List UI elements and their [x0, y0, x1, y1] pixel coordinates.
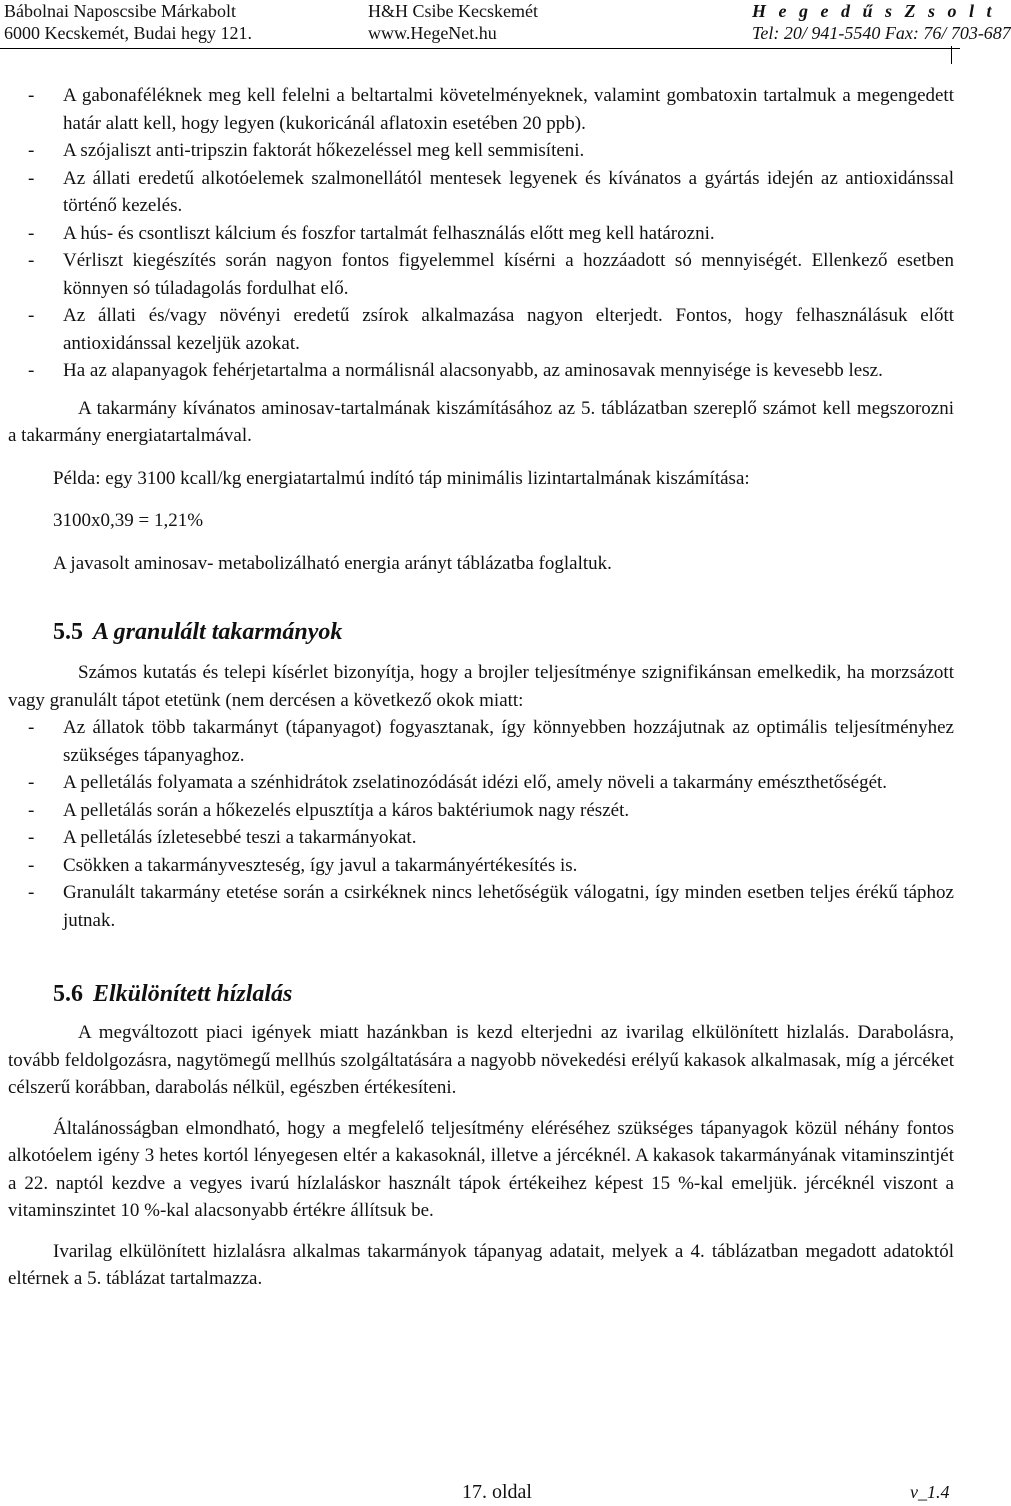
requirements-list — [8, 82, 954, 385]
page-content — [8, 82, 954, 1293]
header-corner-mark — [951, 46, 953, 64]
list-item: - Granulált takarmány etetése során a csirkéknek nincs lehetőségük válogatni, így minden esetben teljes érékű táphoz jutnak. — [8, 879, 954, 934]
author-name: H e g e d ű s Z s o l t — [752, 1, 996, 21]
header-mid — [368, 0, 538, 44]
section-title: A granulált takarmányok — [93, 619, 343, 645]
contact-phone: Tel: 20/ 941-5540 Fax: 76/ 703-687 — [752, 23, 1011, 43]
list-item: - A szójaliszt anti-tripszin faktorát hőkezeléssel meg kell semmisíteni. — [8, 137, 954, 165]
list-item: - A gabonaféléknek meg kell felelni a beltartalmi követelményeknek, valamint gombatoxin tartalmuk a megengedett határ alatt kell, hogy legyen (kukoricánál aflatoxin esetében 20 ppb). — [8, 82, 954, 137]
section-heading-5-5 — [8, 617, 954, 647]
list-item: - A pelletálás ízletesebbé teszi a takarmányokat. — [8, 824, 954, 852]
page-header — [0, 0, 1011, 49]
list-item: - A pelletálás során a hőkezelés elpusztítja a káros baktériumok nagy részét. — [8, 797, 954, 825]
page-number: 17. oldal — [462, 1481, 532, 1503]
recommendation-text: A javasolt aminosav- metabolizálható energia arányt táblázatba foglaltuk. — [53, 552, 612, 574]
section-intro: Számos kutatás és telepi kísérlet bizonyítja, hogy a brojler teljesítménye szignifikánsan emelkedik, ha morzsázott vagy granulált tápot etetünk (nem dercésen a következő okok miatt: — [8, 662, 954, 711]
list-item: - Az állatok több takarmányt (tápanyagot) fogyasztanak, így könnyebben hozzájutnak az optimális teljesítményhez szükséges tápanyaghoz. — [8, 714, 954, 769]
shop-address: 6000 Kecskemét, Budai hegy 121. — [4, 23, 252, 43]
header-left — [4, 0, 252, 44]
list-item: - Az állati és/vagy növényi eredetű zsírok alkalmazása nagyon elterjedt. Fontos, hogy felhasználásuk előtt antioxidánssal kezeljük azokat. — [8, 302, 954, 357]
list-item: - Csökken a takarmányveszteség, így javul a takarmányértékesítés is. — [8, 852, 954, 880]
company-name: H&H Csibe Kecskemét — [368, 1, 538, 21]
list-item: - Az állati eredetű alkotóelemek szalmonellától mentesek legyenek és kívánatos a gyártás idején az antioxidánssal történő kezelés. — [8, 165, 954, 220]
aminosav-paragraph: A takarmány kívánatos aminosav-tartalmának kiszámításához az 5. táblázatban szereplő számot kell megszorozni a takarmány energiatartalmával. — [8, 397, 954, 446]
section-number: 5.6 — [53, 981, 83, 1007]
granule-benefits-list — [8, 714, 954, 934]
section-heading-5-6 — [8, 979, 954, 1009]
example-text: Példa: egy 3100 kcall/kg energiatartalmú indító táp minimális lizintartalmának kiszámítása: — [53, 467, 750, 489]
list-item: - A pelletálás folyamata a szénhidrátok zselatinozódását idézi elő, amely növeli a takarmány emészthetőségét. — [8, 769, 954, 797]
list-item: - Vérliszt kiegészítés során nagyon fontos figyelemmel kísérni a hozzáadott só mennyiségét. Ellenkező esetben könnyen só túladagolás fordulhat elő. — [8, 247, 954, 302]
example-formula: 3100x0,39 = 1,21% — [53, 510, 204, 531]
shop-name: Bábolnai Naposcsibe Márkabolt — [4, 1, 236, 21]
body-paragraph: Általánosságban elmondható, hogy a megfelelő teljesítmény eléréséhez szükséges tápanyagok közül néhány fontos alkotóelem igény 3 hetes kortól lényegesen eltér a kakasoknál, illetve a jércéknél. A kakasok takarmányának vitaminszintjét a 22. naptól kezdve a vegyes ivarú hízlaláskor használt tápok értékeihez képest 15 %-kal emeljük. jércéknél viszont a vitaminszintet 10 %-kal alacsonyabb értékre állítsuk be. — [8, 1117, 954, 1221]
version-label: v_1.4 — [910, 1482, 950, 1502]
list-item: - A hús- és csontliszt kálcium és foszfor tartalmát felhasználás előtt meg kell határozni. — [8, 220, 954, 248]
website-link[interactable]: www.HegeNet.hu — [368, 23, 497, 43]
section-title: Elkülönített hízlalás — [93, 981, 293, 1007]
header-right — [752, 0, 1011, 44]
body-paragraph: Ivarilag elkülönített hizlalásra alkalmas takarmányok tápanyag adatait, melyek a 4. táblázatban megadott adatoktól eltérnek a 5. táblázat tartalmazza. — [8, 1240, 954, 1289]
list-item: - Ha az alapanyagok fehérjetartalma a normálisnál alacsonyabb, az aminosavak mennyisége is kevesebb lesz. — [8, 357, 954, 385]
body-paragraph: A megváltozott piaci igények miatt hazánkban is kezd elterjedni az ivarilag elkülönített hizlalás. Darabolásra, tovább feldolgozásra, nagytömegű mellhús szolgáltatására a nagyobb növekedési erélyű kakasok alkalmasak, míg a jércéket célszerű korábban, darabolás nélkül, egészben értékesíteni. — [8, 1022, 954, 1098]
section-number: 5.5 — [53, 619, 83, 645]
